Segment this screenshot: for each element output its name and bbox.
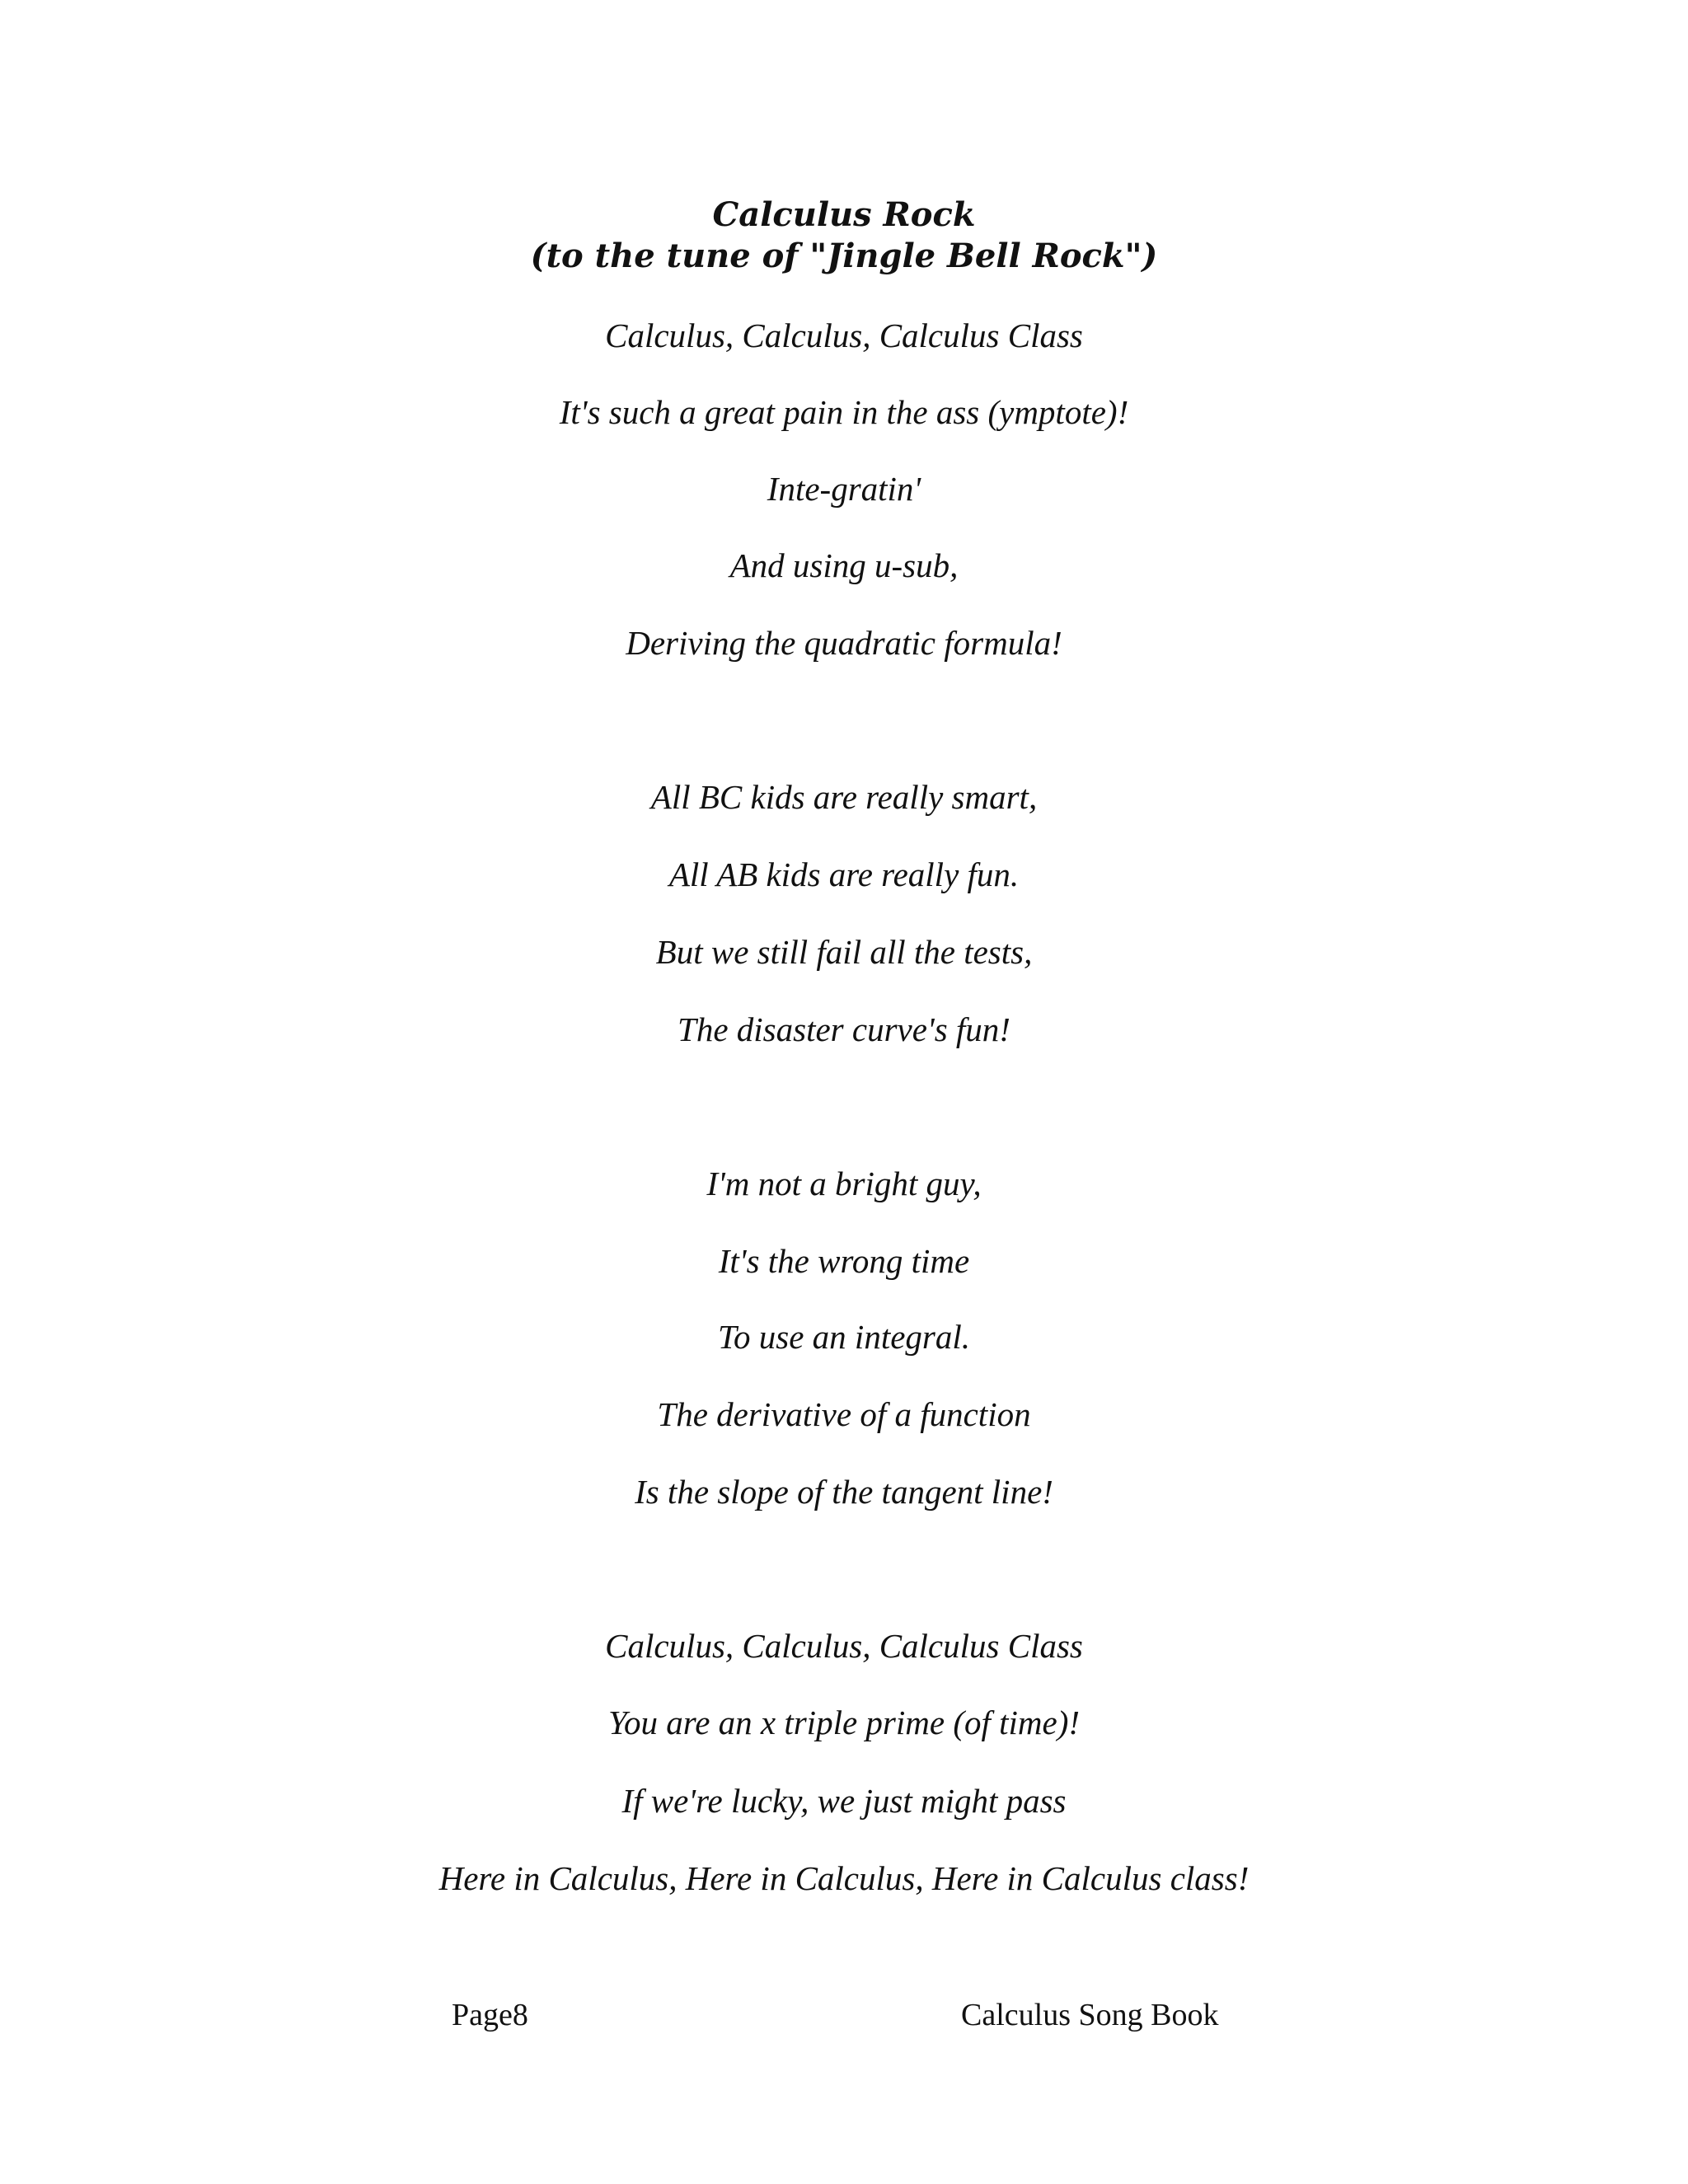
lyric-line: I'm not a bright guy,: [706, 1165, 982, 1202]
lyric-line: The derivative of a function: [657, 1395, 1031, 1433]
lyric-line: The disaster curve's fun!: [678, 1010, 1010, 1048]
book-title: Calculus Song Book: [961, 1998, 1219, 2032]
lyric-line: Here in Calculus, Here in Calculus, Here in Calculus class!: [438, 1859, 1250, 1897]
lyric-line: You are an x triple prime (of time)!: [607, 1704, 1081, 1741]
lyric-line: Calculus, Calculus, Calculus Class: [605, 316, 1083, 354]
lyric-line: If we're lucky, we just might pass: [621, 1782, 1067, 1820]
page-number: Page8: [452, 1998, 528, 2032]
lyric-line: Calculus, Calculus, Calculus Class: [605, 1627, 1083, 1665]
song-title-block: [0, 194, 1688, 277]
lyric-line: But we still fail all the tests,: [655, 933, 1033, 971]
lyric-line: And using u-sub,: [729, 546, 959, 584]
lyric-line: Inte-gratin': [767, 470, 921, 508]
song-subtitle: (to the tune of "Jingle Bell Rock"): [530, 237, 1158, 275]
lyric-line: Deriving the quadratic formula!: [626, 624, 1062, 662]
lyric-line: All BC kids are really smart,: [650, 778, 1038, 816]
lyric-line: It's such a great pain in the ass (ymptote)!: [559, 393, 1129, 431]
lyric-line: All AB kids are really fun.: [668, 855, 1020, 893]
lyric-line: Is the slope of the tangent line!: [635, 1473, 1053, 1511]
lyric-line: To use an integral.: [717, 1318, 971, 1356]
lyric-line: It's the wrong time: [718, 1242, 970, 1280]
song-title: Calculus Rock: [712, 195, 976, 234]
